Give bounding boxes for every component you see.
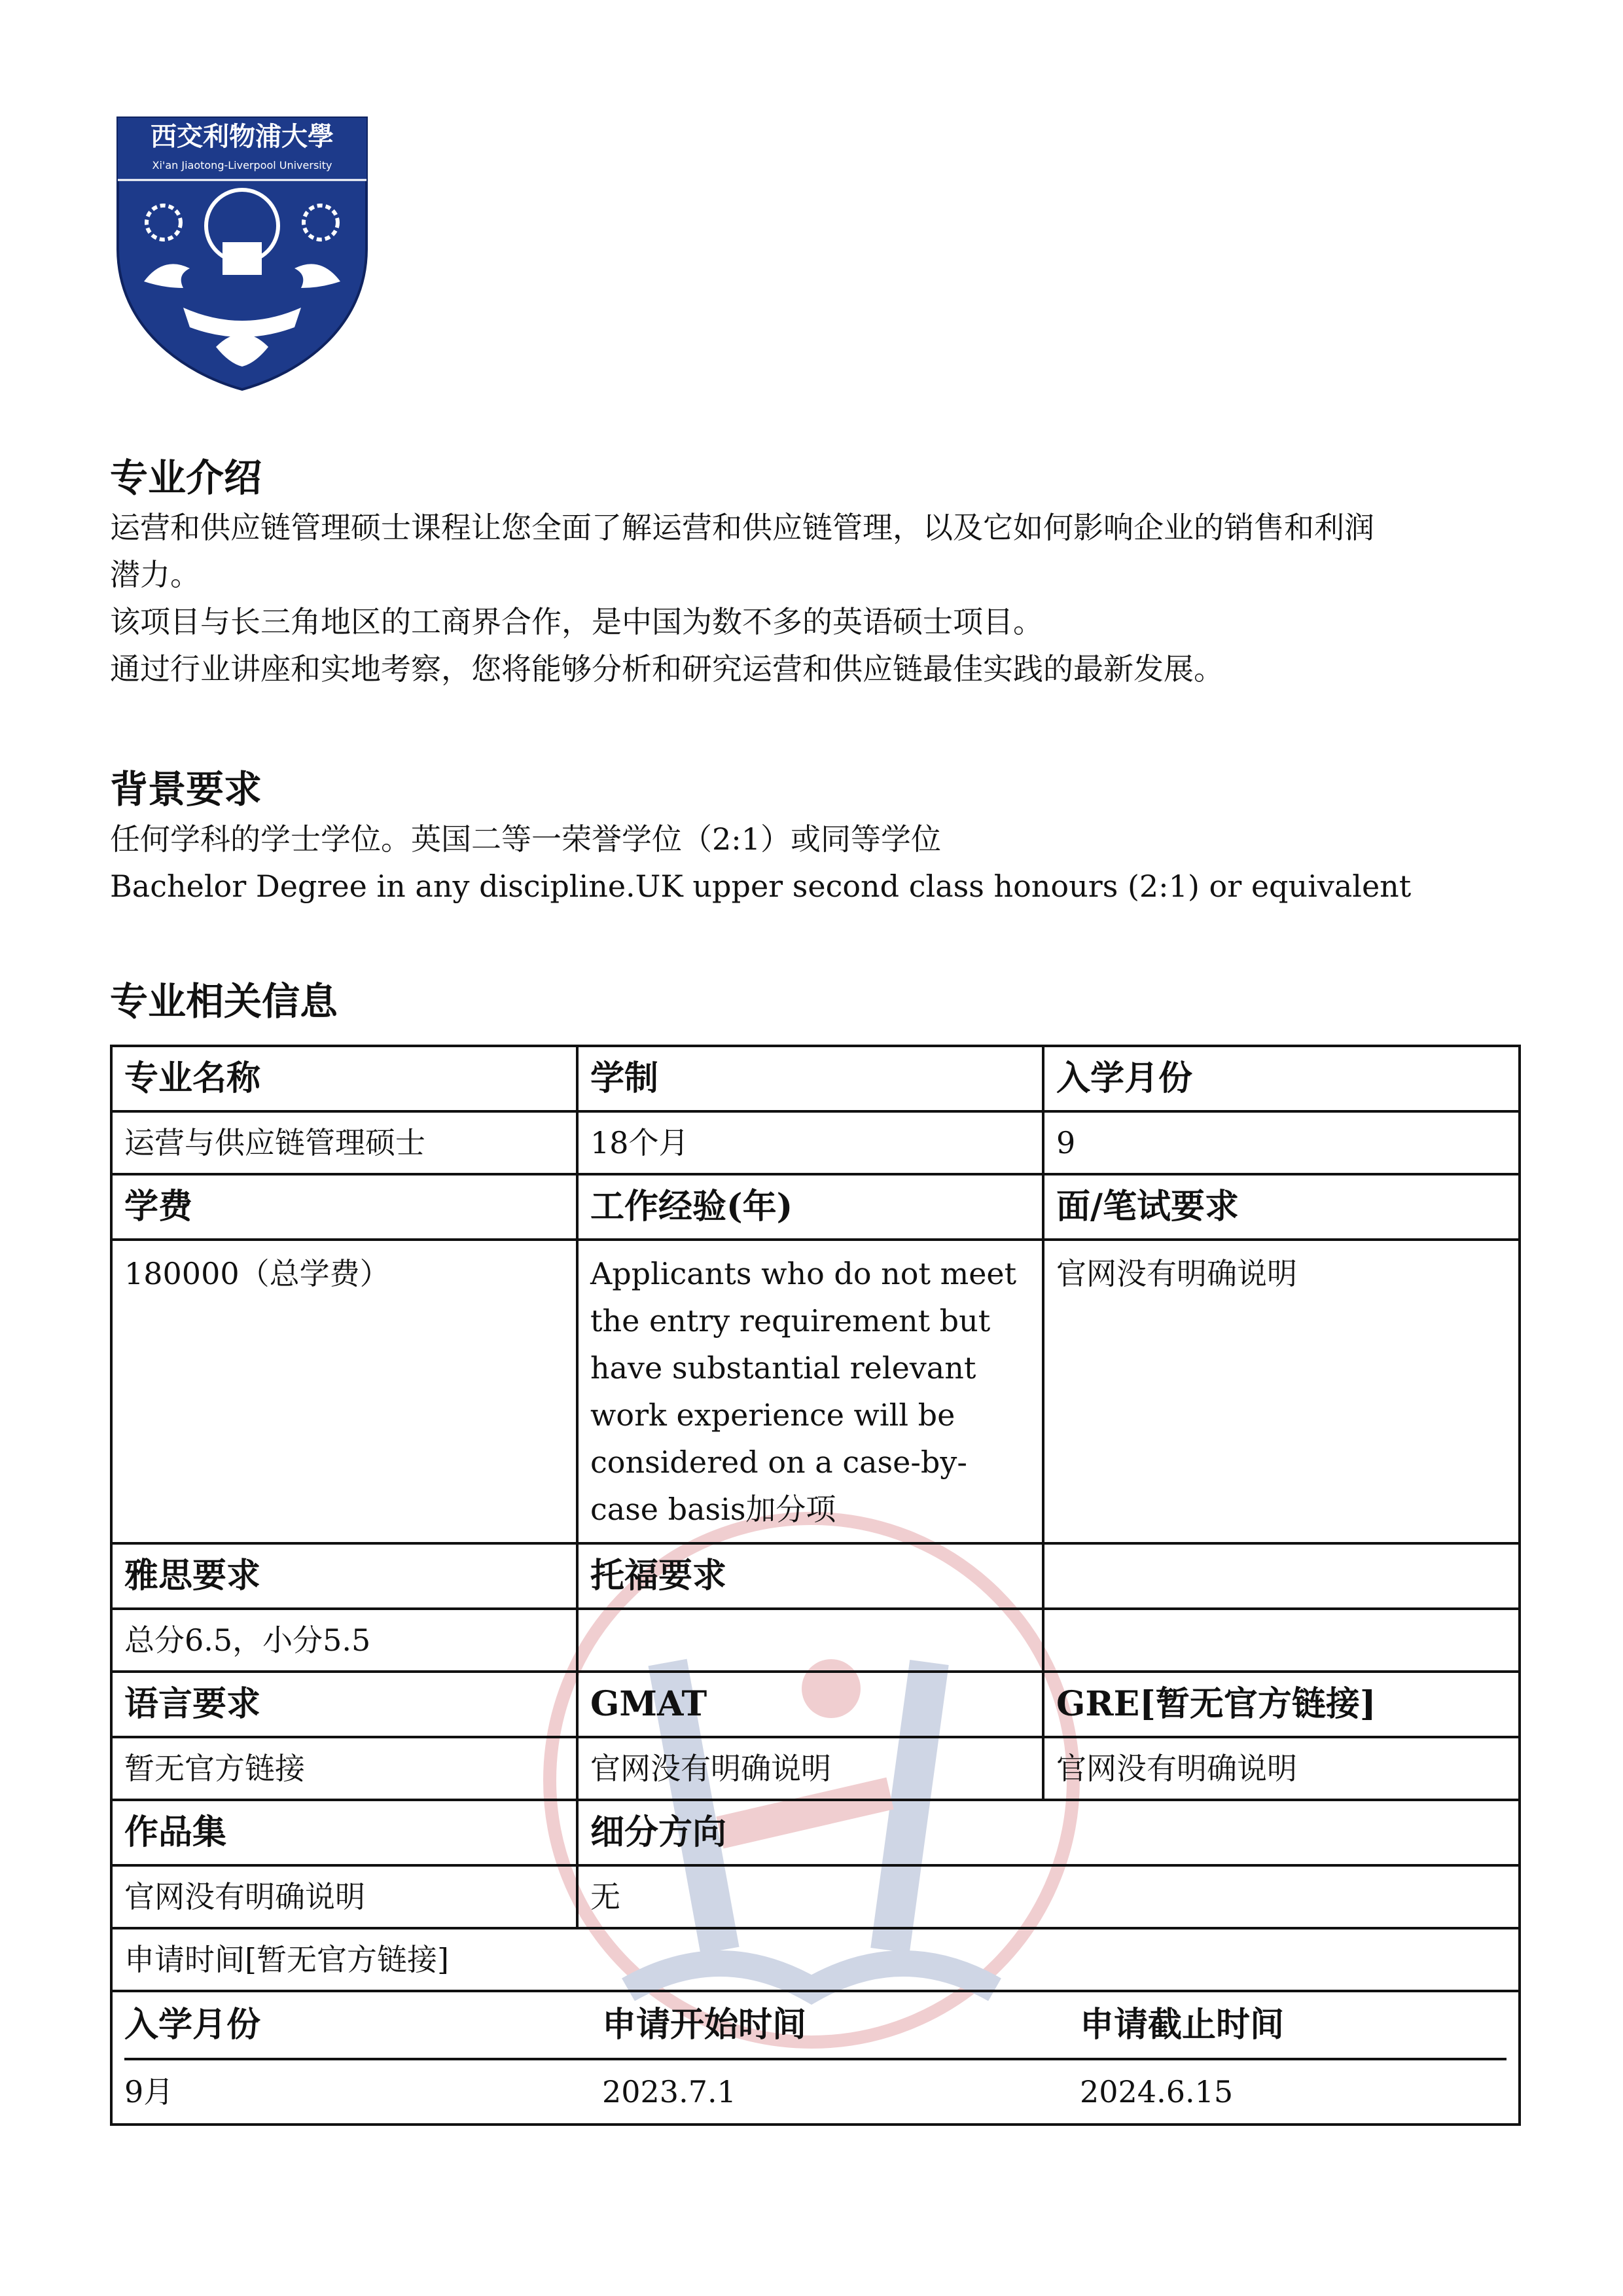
header-program-name: 专业名称: [111, 1046, 577, 1111]
background-title: 背景要求: [110, 767, 262, 812]
header-language: 语言要求: [111, 1672, 577, 1737]
table-row: [111, 1240, 1520, 1543]
application-dates-table: [124, 1992, 1507, 2123]
gre: 官网没有明确说明: [1043, 1737, 1520, 1800]
logo-name-en: Xi'an Jiaotong-Liverpool University: [152, 159, 332, 171]
header-empty: [1043, 1543, 1520, 1609]
table-row: [111, 1991, 1520, 2125]
app-start: 2023.7.1: [602, 2074, 736, 2109]
intro-line: 潜力。: [110, 557, 200, 592]
header-ielts: 雅思要求: [111, 1543, 577, 1609]
table-row: [111, 1111, 1520, 1174]
program-info-table: [110, 1045, 1521, 2126]
table-row: [111, 1928, 1520, 1991]
program-name: 运营与供应链管理硕士: [111, 1111, 577, 1174]
gmat: 官网没有明确说明: [577, 1737, 1043, 1800]
table-row: [124, 2059, 1507, 2123]
table-row: [111, 1800, 1520, 1865]
work-experience: Applicants who do not meet the entry requirement but have substantial relevant work experience will be considered on a case-by-case basis加分项: [577, 1240, 1043, 1543]
header-toefl: 托福要求: [577, 1543, 1043, 1609]
tuition: 180000（总学费）: [111, 1240, 577, 1543]
header-duration: 学制: [577, 1046, 1043, 1111]
portfolio: 官网没有明确说明: [111, 1865, 577, 1928]
table-row: [111, 1672, 1520, 1737]
table-row: [111, 1865, 1520, 1928]
header-app-start: 申请开始时间: [602, 1992, 1080, 2059]
intro-section: [110, 452, 1517, 692]
empty-cell: [1043, 1609, 1520, 1672]
header-app-intake: 入学月份: [124, 1992, 602, 2059]
header-tuition: 学费: [111, 1174, 577, 1240]
background-section: [110, 763, 1517, 910]
header-intake-month: 入学月份: [1043, 1046, 1520, 1111]
background-line-cn: 任何学科的学士学位。英国二等一荣誉学位（2:1）或同等学位: [110, 821, 942, 857]
intro-title: 专业介绍: [110, 456, 262, 500]
app-deadline: 2024.6.15: [1080, 2074, 1234, 2109]
background-line-en: Bachelor Degree in any discipline.UK upper second class honours (2:1) or equivalent: [110, 869, 1412, 904]
header-gmat: GMAT: [577, 1672, 1043, 1737]
duration: 18个月: [577, 1111, 1043, 1174]
table-row: [111, 1174, 1520, 1240]
header-interview: 面/笔试要求: [1043, 1174, 1520, 1240]
header-specialization: 细分方向: [577, 1800, 1520, 1865]
language-requirement: 暂无官方链接: [111, 1737, 577, 1800]
table-row: [124, 1992, 1507, 2059]
intake-month: 9: [1043, 1111, 1520, 1174]
intro-line: 通过行业讲座和实地考察，您将能够分析和研究运营和供应链最佳实践的最新发展。: [110, 651, 1224, 687]
application-dates: [111, 1991, 1520, 2125]
interview-requirement: 官网没有明确说明: [1043, 1240, 1520, 1543]
header-app-deadline: 申请截止时间: [1080, 1992, 1507, 2059]
table-row: [111, 1543, 1520, 1609]
header-work-experience: 工作经验(年): [577, 1174, 1043, 1240]
info-section: [110, 975, 1517, 1028]
header-gre: GRE[暂无官方链接]: [1043, 1672, 1520, 1737]
application-time: 申请时间[暂无官方链接]: [111, 1928, 1520, 1991]
header-portfolio: 作品集: [111, 1800, 577, 1865]
info-title: 专业相关信息: [110, 979, 338, 1024]
intro-line: 运营和供应链管理硕士课程让您全面了解运营和供应链管理，以及它如何影响企业的销售和利润: [110, 510, 1374, 545]
specialization: 无: [577, 1865, 1520, 1928]
table-row: [111, 1046, 1520, 1111]
toefl: [577, 1609, 1043, 1672]
ielts: 总分6.5，小分5.5: [111, 1609, 577, 1672]
university-logo: [105, 111, 380, 393]
table-row: [111, 1609, 1520, 1672]
logo-name-cn: 西交利物浦大學: [151, 121, 334, 152]
table-row: [111, 1737, 1520, 1800]
intro-line: 该项目与长三角地区的工商界合作，是中国为数不多的英语硕士项目。: [110, 604, 1043, 639]
app-intake: 9月: [124, 2074, 174, 2109]
